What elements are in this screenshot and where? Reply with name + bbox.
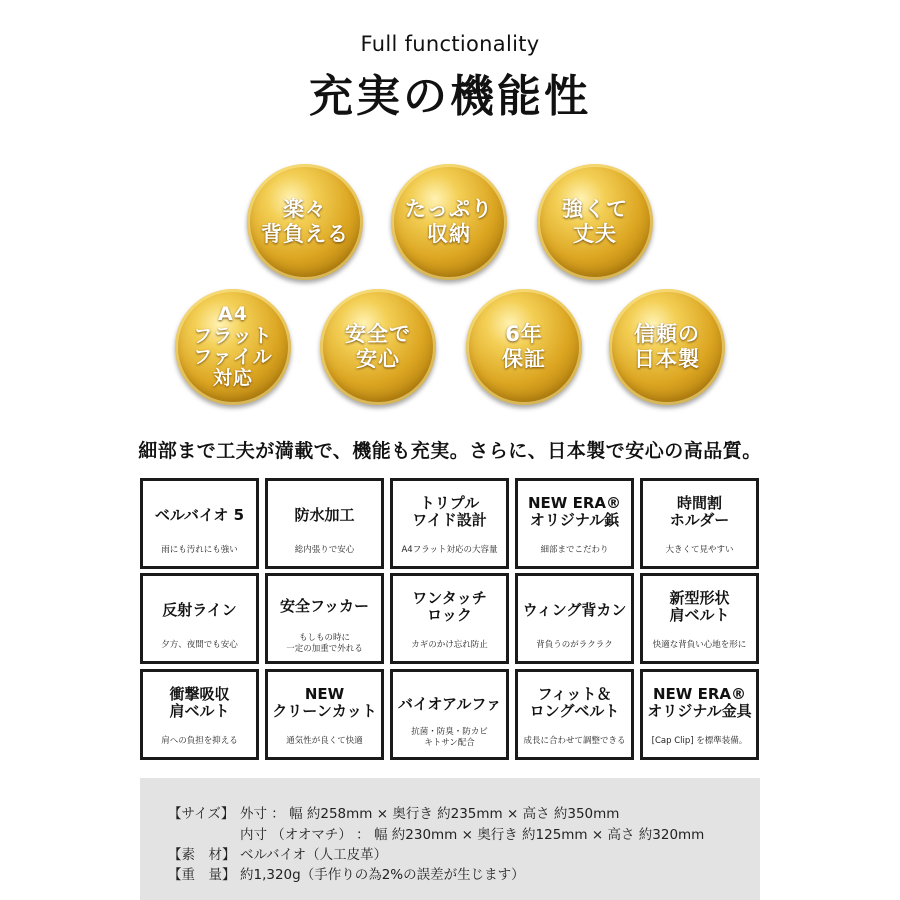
medal-made-in-japan bbox=[609, 289, 725, 405]
spec-weight-label: 【重 量】 bbox=[168, 867, 236, 883]
medal-label: 楽々 背負える bbox=[261, 197, 349, 246]
feature-title: NEW クリーンカット bbox=[272, 685, 377, 721]
feature-card bbox=[515, 669, 634, 760]
feature-card bbox=[265, 573, 384, 664]
feature-title: 防水加工 bbox=[294, 506, 355, 524]
spec-outer-size: 外寸 ： 幅 約258mm × 奥行き 約235mm × 高さ 約350mm bbox=[240, 806, 620, 822]
tagline: 細部まで工夫が満載で、機能も充実。さらに、日本製で安心の高品質。 bbox=[138, 440, 762, 462]
feature-subtitle: 雨にも汚れにも強い bbox=[161, 544, 238, 555]
feature-title: 衝撃吸収 肩ベルト bbox=[169, 685, 230, 721]
feature-subtitle: 快適な背負い心地を形に bbox=[652, 639, 747, 650]
feature-title: NEW ERA® オリジナル鋲 bbox=[528, 494, 621, 530]
feature-title: バイオアルファ bbox=[397, 695, 502, 713]
feature-subtitle: 細部までこだわり bbox=[540, 544, 609, 555]
feature-subtitle: 抗菌・防臭・防カビ キトサン配合 bbox=[411, 726, 488, 748]
feature-subtitle: 総内張りで安心 bbox=[294, 544, 355, 555]
spec-weight: 約1,320g（手作りの為2%の誤差が生じます） bbox=[240, 867, 525, 883]
feature-card bbox=[640, 669, 759, 760]
feature-card bbox=[140, 669, 259, 760]
medal-label: 安全で 安心 bbox=[345, 322, 411, 371]
feature-card bbox=[265, 669, 384, 760]
spec-size-label: 【サイズ】 bbox=[168, 806, 235, 822]
medal-a4-flat-file bbox=[175, 289, 291, 405]
feature-subtitle: カギのかけ忘れ防止 bbox=[411, 639, 488, 650]
feature-card bbox=[515, 573, 634, 664]
feature-title: トリプル ワイド設計 bbox=[412, 494, 487, 530]
feature-card bbox=[390, 478, 509, 569]
feature-card bbox=[140, 478, 259, 569]
medal-label: たっぷり 収納 bbox=[405, 197, 493, 246]
subtitle: Full functionality bbox=[360, 32, 540, 56]
feature-subtitle: 背負うのがラクラク bbox=[536, 639, 613, 650]
feature-subtitle: 通気性が良くて快適 bbox=[286, 735, 363, 746]
feature-subtitle: 成長に合わせて調整できる bbox=[523, 735, 626, 746]
feature-card bbox=[140, 573, 259, 664]
medal-label: 強くて 丈夫 bbox=[562, 197, 628, 246]
page-title: 充実の機能性 bbox=[309, 71, 591, 122]
feature-card bbox=[640, 478, 759, 569]
medal-label: A4 フラット ファイル 対応 bbox=[193, 303, 273, 390]
feature-subtitle: もしもの時に 一定の加重で外れる bbox=[286, 632, 363, 654]
spec-inner-size: 内寸 （オオマチ） ： 幅 約230mm × 奥行き 約125mm × 高さ 約320mm bbox=[240, 827, 705, 843]
feature-title: 新型形状 肩ベルト bbox=[669, 589, 730, 625]
feature-card bbox=[390, 669, 509, 760]
feature-title: 安全フッカー bbox=[280, 597, 369, 615]
medal-storage bbox=[391, 164, 507, 280]
feature-title: ベルバイオ 5 bbox=[154, 506, 245, 524]
feature-card bbox=[265, 478, 384, 569]
medal-durable bbox=[537, 164, 653, 280]
feature-title: ワンタッチ ロック bbox=[412, 589, 487, 625]
feature-subtitle: 肩への負担を抑える bbox=[161, 735, 238, 746]
feature-card bbox=[390, 573, 509, 664]
medal-warranty bbox=[466, 289, 582, 405]
feature-subtitle: 大きくて見やすい bbox=[665, 544, 734, 555]
medal-label: 信頼の 日本製 bbox=[634, 322, 700, 371]
feature-title: NEW ERA® オリジナル金具 bbox=[647, 685, 752, 721]
spec-material-label: 【素 材】 bbox=[168, 847, 236, 863]
medal-easy-carry bbox=[247, 164, 363, 280]
feature-title: ウィング背カン bbox=[522, 601, 627, 619]
feature-title: フィット＆ ロングベルト bbox=[529, 685, 620, 721]
medal-safety bbox=[320, 289, 436, 405]
feature-card bbox=[515, 478, 634, 569]
feature-title: 時間割 ホルダー bbox=[669, 494, 730, 530]
spec-material: ベルバイオ（人工皮革） bbox=[240, 847, 388, 863]
feature-card bbox=[640, 573, 759, 664]
spec-panel bbox=[140, 778, 760, 900]
feature-subtitle: [Cap Clip] を標準装備。 bbox=[651, 735, 748, 746]
feature-subtitle: 夕方、夜間でも安心 bbox=[161, 639, 238, 650]
feature-subtitle: A4フラット対応の大容量 bbox=[401, 544, 498, 555]
feature-title: 反射ライン bbox=[162, 601, 237, 619]
medal-label: 6年 保証 bbox=[502, 322, 546, 371]
